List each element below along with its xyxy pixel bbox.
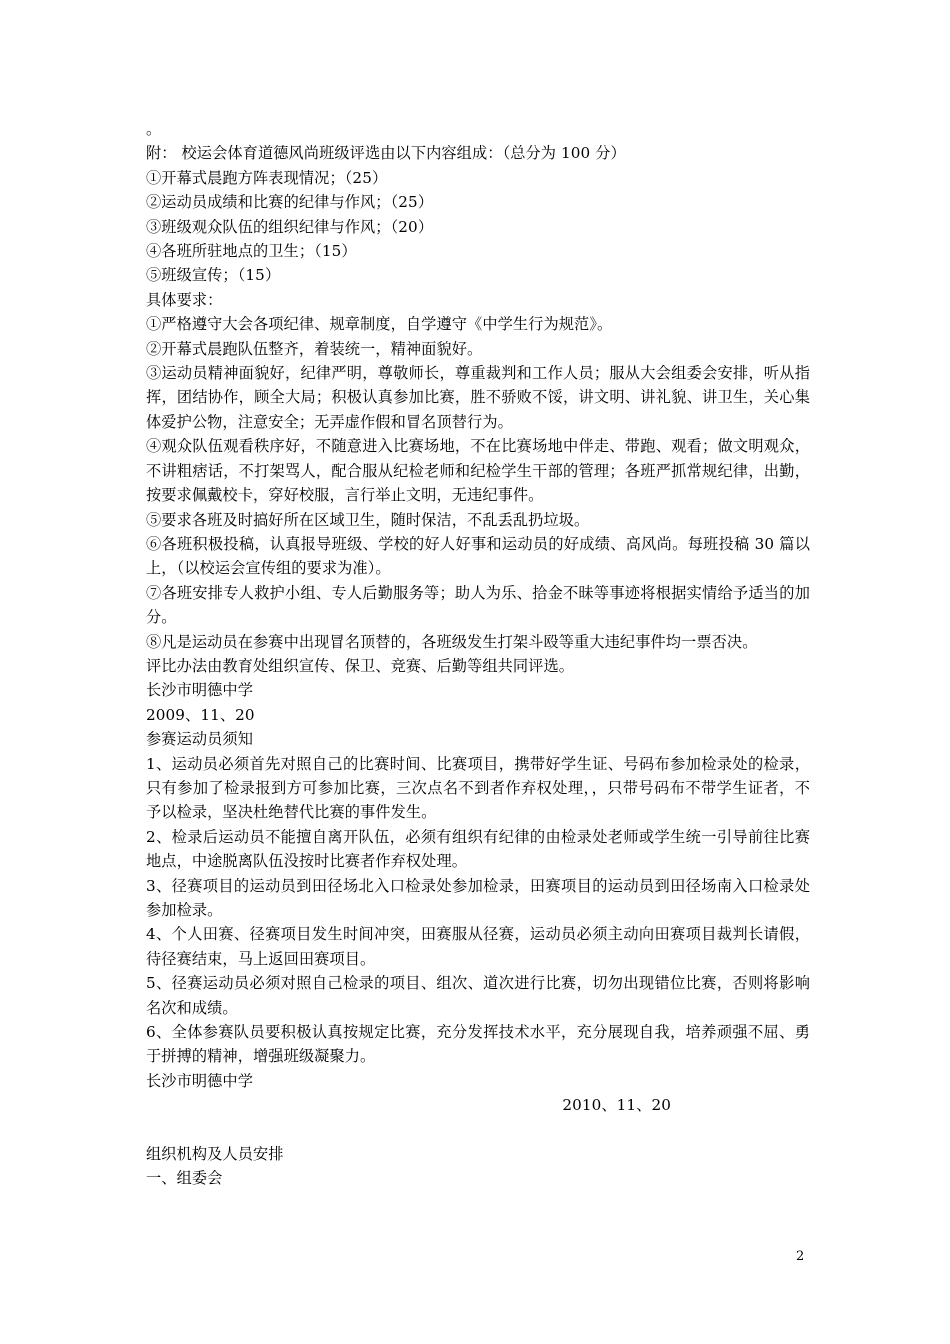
organization-subtitle: 一、组委会 bbox=[146, 1169, 223, 1188]
requirement-item: ⑤要求各班及时搞好所在区域卫生，随时保洁，不乱丢乱扔垃圾。 bbox=[146, 510, 590, 529]
requirement-item: ①严格遵守大会各项纪律、规章制度，自学遵守《中学生行为规范》。 bbox=[146, 315, 613, 334]
appendix-item: ④各班所驻地点的卫生；（15） bbox=[146, 242, 357, 261]
leading-mark: 。 bbox=[146, 120, 162, 138]
document-body bbox=[146, 117, 810, 1190]
school-name: 长沙市明德中学 bbox=[146, 1071, 254, 1090]
appendix-item: ②运动员成绩和比赛的纪律与作风；（25） bbox=[146, 193, 434, 212]
appendix-intro: 附： 校运会体育道德风尚班级评选由以下内容组成：（总分为 100 分） bbox=[146, 144, 626, 163]
notice-item: 2、检录后运动员不能擅自离开队伍，必须有组织有纪律的由检录处老师或学生统一引导前往比赛地点，中途脱离队伍没按时比赛者作弃权处理。 bbox=[146, 827, 810, 871]
notice-item: 5、径赛运动员必须对照自己检录的项目、组次、道次进行比赛，切勿出现错位比赛，否则将影响名次和成绩。 bbox=[146, 974, 810, 1017]
requirement-item: ③运动员精神面貌好，纪律严明，尊敬师长，尊重裁判和工作人员；服从大会组委会安排，听从指挥，团结协作，顾全大局；积极认真参加比赛，胜不骄败不馁，讲文明、讲礼貌、讲卫生，关心集体爱护公物，注意安全；无弄虚作假和冒名顶替行为。 bbox=[146, 364, 810, 431]
organization-title: 组织机构及人员安排 bbox=[146, 1144, 284, 1163]
evaluation-method: 评比办法由教育处组织宣传、保卫、竞赛、后勤等组共同评选。 bbox=[146, 656, 575, 675]
appendix-item: ⑤班级宣传；（15） bbox=[146, 266, 281, 285]
notice-item: 1、运动员必须首先对照自己的比赛时间、比赛项目，携带好学生证、号码布参加检录处的检录，只有参加了检录报到方可参加比赛，三次点名不到者作弃权处理，，只带号码布不带学生证者，不予以检录，坚决杜绝替代比赛的事件发生。 bbox=[146, 754, 810, 822]
requirement-item: ⑥各班积极投稿，认真报导班级、学校的好人好事和运动员的好成绩、高风尚。每班投稿 30 篇以上，（以校运会宣传组的要求为准）。 bbox=[146, 534, 810, 578]
requirement-item: ④观众队伍观看秩序好，不随意进入比赛场地，不在比赛场地中伴走、带跑、观看；做文明观众，不讲粗痞话，不打架骂人，配合服从纪检老师和纪检学生干部的管理；各班严抓常规纪律，出勤，按要求佩戴校卡，穿好校服，言行举止文明，无违纪事件。 bbox=[146, 437, 810, 505]
document-date: 2010、11、20 bbox=[562, 1096, 671, 1115]
document-date: 2009、11、20 bbox=[146, 705, 255, 724]
requirement-item: ②开幕式晨跑队伍整齐，着装统一，精神面貌好。 bbox=[146, 339, 483, 358]
notice-item: 4、个人田赛、径赛项目发生时间冲突，田赛服从径赛，运动员必须主动向田赛项目裁判长请假，待径赛结束，马上返回田赛项目。 bbox=[146, 925, 810, 968]
appendix-item: ①开幕式晨跑方阵表现情况；（25） bbox=[146, 168, 388, 187]
requirement-item: ⑦各班安排专人救护小组、专人后勤服务等；助人为乐、拾金不昧等事迹将根据实情给予适当的加分。 bbox=[146, 583, 810, 627]
school-name: 长沙市明德中学 bbox=[146, 681, 254, 700]
requirements-heading: 具体要求： bbox=[146, 290, 223, 309]
notice-title: 参赛运动员须知 bbox=[146, 730, 254, 749]
page-number: 2 bbox=[796, 1249, 805, 1264]
requirement-item: ⑧凡是运动员在参赛中出现冒名顶替的，各班级发生打架斗殴等重大违纪事件均一票否决。 bbox=[146, 632, 758, 651]
blank-line bbox=[146, 1118, 810, 1142]
appendix-item: ③班级观众队伍的组织纪律与作风；（20） bbox=[146, 217, 434, 236]
notice-item: 3、径赛项目的运动员到田径场北入口检录处参加检录，田赛项目的运动员到田径场南入口检录处参加检录。 bbox=[146, 876, 810, 919]
notice-item: 6、全体参赛队员要积极认真按规定比赛，充分发挥技术水平，充分展现自我，培养顽强不屈、勇于拼搏的精神，增强班级凝聚力。 bbox=[146, 1023, 810, 1066]
